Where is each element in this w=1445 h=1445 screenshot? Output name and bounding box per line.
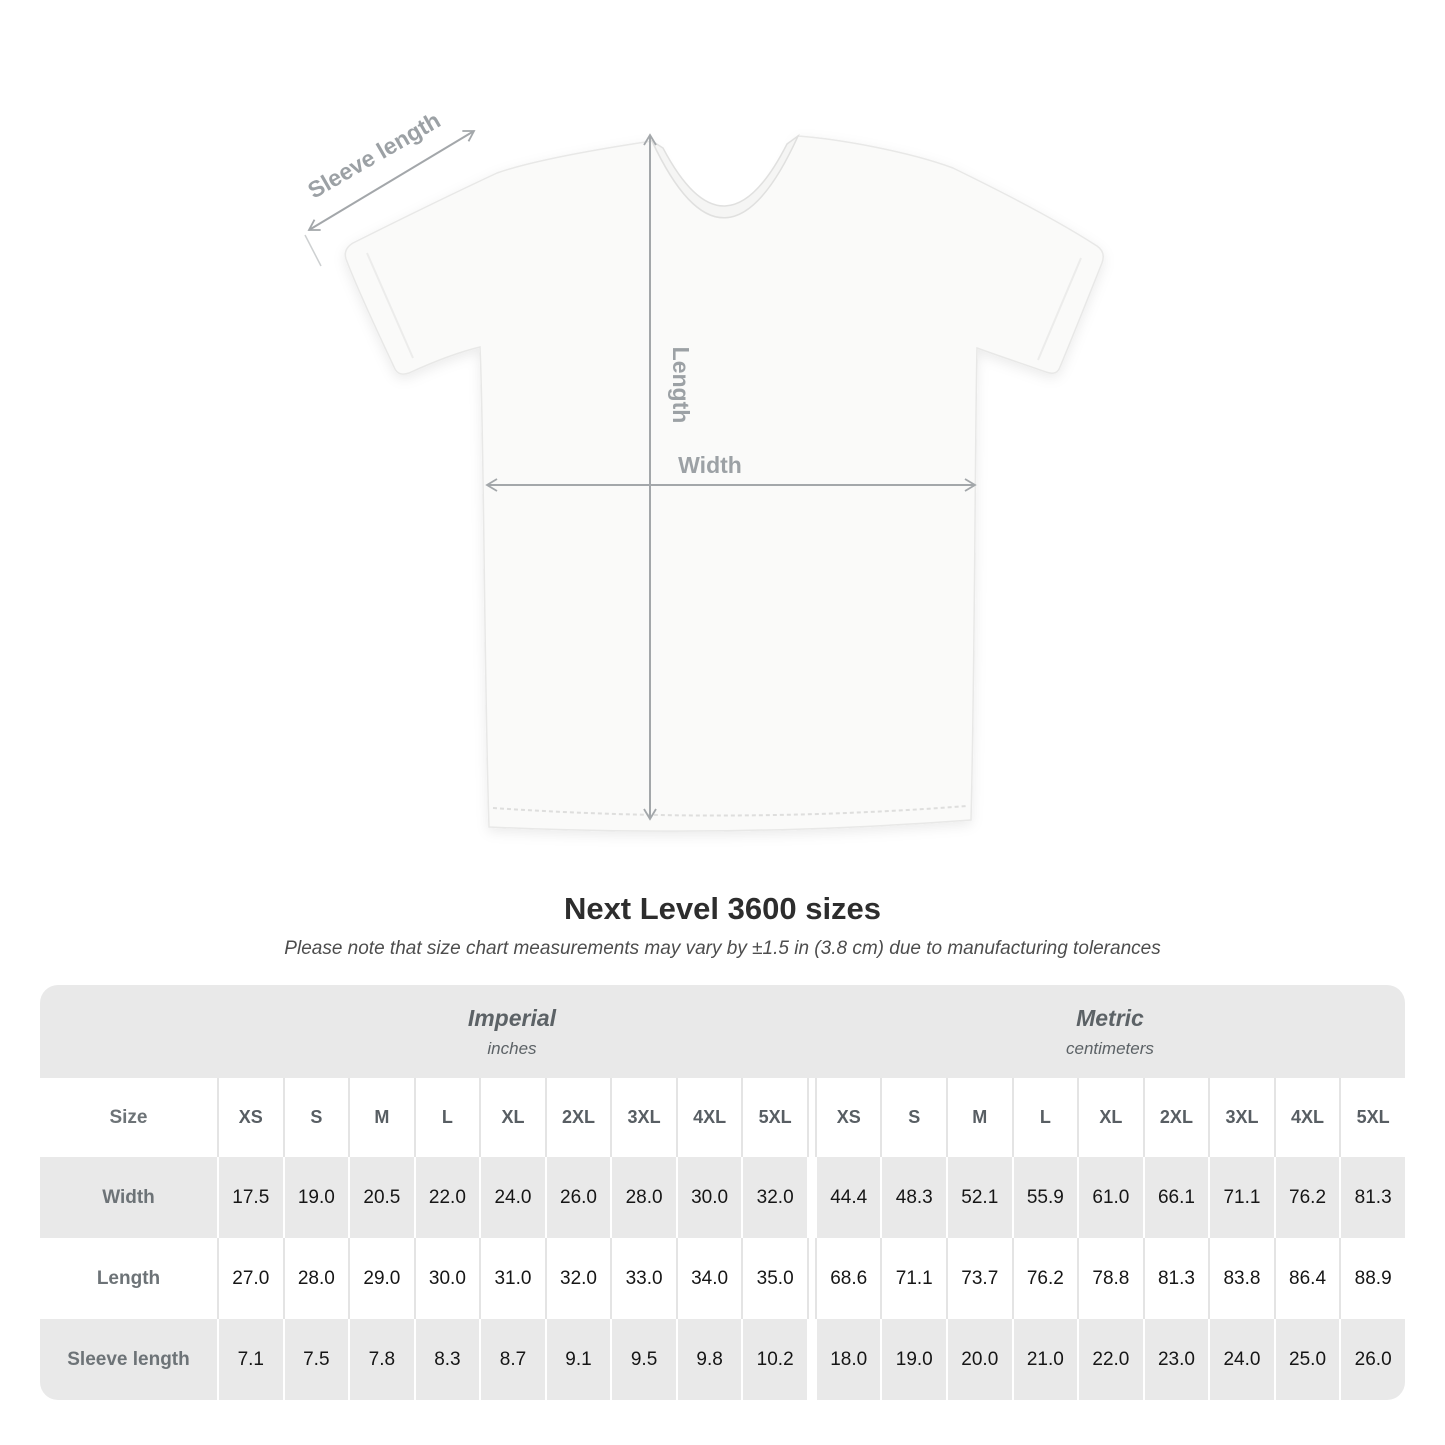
table-cell: 48.3: [880, 1157, 946, 1238]
column-header: M: [946, 1078, 1012, 1157]
column-header: XL: [1077, 1078, 1143, 1157]
table-cell: 55.9: [1012, 1157, 1078, 1238]
table-cell: 32.0: [741, 1157, 807, 1238]
column-header: L: [1012, 1078, 1078, 1157]
table-cell: 19.0: [283, 1157, 349, 1238]
table-cell: 9.1: [545, 1319, 611, 1400]
table-cell: 35.0: [741, 1238, 807, 1319]
row-label: Sleeve length: [40, 1319, 217, 1400]
table-cell: 76.2: [1274, 1157, 1340, 1238]
column-header: 5XL: [741, 1078, 807, 1157]
section-divider: [807, 1238, 815, 1319]
section-divider: [807, 1157, 815, 1238]
table-cell: 24.0: [1208, 1319, 1274, 1400]
table-cell: 23.0: [1143, 1319, 1209, 1400]
column-header: 3XL: [610, 1078, 676, 1157]
table-cell: 28.0: [610, 1157, 676, 1238]
column-header: XS: [815, 1078, 881, 1157]
table-cell: 27.0: [217, 1238, 283, 1319]
column-header: 4XL: [676, 1078, 742, 1157]
imperial-unit: inches: [487, 1038, 537, 1058]
table-cell: 76.2: [1012, 1238, 1078, 1319]
width-label: Width: [678, 452, 742, 478]
size-table-container: [40, 985, 1405, 1400]
metric-section-header: [815, 985, 1405, 1078]
table-cell: 81.3: [1339, 1157, 1405, 1238]
table-cell: 26.0: [545, 1157, 611, 1238]
sleeve-length-label: Sleeve length: [303, 106, 445, 204]
table-cell: 81.3: [1143, 1238, 1209, 1319]
row-label: Length: [40, 1238, 217, 1319]
table-cell: 33.0: [610, 1238, 676, 1319]
column-header: 4XL: [1274, 1078, 1340, 1157]
table-cell: 18.0: [815, 1319, 881, 1400]
row-header-size: Size: [40, 1078, 217, 1157]
length-label: Length: [668, 346, 694, 424]
column-header-row: [40, 1078, 1405, 1157]
table-cell: 30.0: [414, 1238, 480, 1319]
table-cell: 24.0: [479, 1157, 545, 1238]
corner-cell: [40, 985, 217, 1078]
table-cell: 71.1: [880, 1238, 946, 1319]
column-header: XL: [479, 1078, 545, 1157]
imperial-section-header: [217, 985, 807, 1078]
table-cell: 71.1: [1208, 1157, 1274, 1238]
units-header-row: [40, 985, 1405, 1078]
table-cell: 21.0: [1012, 1319, 1078, 1400]
column-header: L: [414, 1078, 480, 1157]
column-header: XS: [217, 1078, 283, 1157]
table-cell: 9.8: [676, 1319, 742, 1400]
table-cell: 8.7: [479, 1319, 545, 1400]
table-cell: 19.0: [880, 1319, 946, 1400]
section-divider: [807, 1078, 815, 1157]
table-cell: 73.7: [946, 1238, 1012, 1319]
table-cell: 34.0: [676, 1238, 742, 1319]
table-cell: 86.4: [1274, 1238, 1340, 1319]
table-cell: 7.1: [217, 1319, 283, 1400]
sleeve-extension-line: [305, 235, 321, 266]
table-cell: 83.8: [1208, 1238, 1274, 1319]
table-row-sleeve-length: [40, 1319, 1405, 1400]
table-cell: 20.0: [946, 1319, 1012, 1400]
section-divider: [807, 1319, 815, 1400]
table-cell: 22.0: [1077, 1319, 1143, 1400]
metric-unit: centimeters: [1066, 1038, 1154, 1058]
table-cell: 32.0: [545, 1238, 611, 1319]
table-cell: 22.0: [414, 1157, 480, 1238]
column-header: S: [283, 1078, 349, 1157]
column-header: 3XL: [1208, 1078, 1274, 1157]
tolerance-note: Please note that size chart measurements may vary by ±1.5 in (3.8 cm) due to manufacturing tolerances: [284, 938, 1161, 959]
imperial-label: Imperial: [467, 1004, 557, 1031]
table-cell: 52.1: [946, 1157, 1012, 1238]
size-table: [40, 985, 1405, 1400]
table-cell: 7.8: [348, 1319, 414, 1400]
table-row-width: [40, 1157, 1405, 1238]
table-cell: 25.0: [1274, 1319, 1340, 1400]
column-header: 5XL: [1339, 1078, 1405, 1157]
table-cell: 78.8: [1077, 1238, 1143, 1319]
table-cell: 26.0: [1339, 1319, 1405, 1400]
tshirt-graphic: [345, 136, 1103, 831]
table-cell: 10.2: [741, 1319, 807, 1400]
section-divider: [807, 985, 815, 1078]
table-cell: 31.0: [479, 1238, 545, 1319]
metric-label: Metric: [1076, 1004, 1144, 1031]
table-cell: 20.5: [348, 1157, 414, 1238]
table-cell: 29.0: [348, 1238, 414, 1319]
table-cell: 28.0: [283, 1238, 349, 1319]
table-cell: 66.1: [1143, 1157, 1209, 1238]
table-cell: 7.5: [283, 1319, 349, 1400]
column-header: S: [880, 1078, 946, 1157]
table-row-length: [40, 1238, 1405, 1319]
column-header: 2XL: [1143, 1078, 1209, 1157]
table-cell: 44.4: [815, 1157, 881, 1238]
table-cell: 9.5: [610, 1319, 676, 1400]
column-header: 2XL: [545, 1078, 611, 1157]
table-cell: 30.0: [676, 1157, 742, 1238]
table-cell: 8.3: [414, 1319, 480, 1400]
table-cell: 17.5: [217, 1157, 283, 1238]
page-title: Next Level 3600 sizes: [563, 891, 882, 926]
table-cell: 61.0: [1077, 1157, 1143, 1238]
table-cell: 68.6: [815, 1238, 881, 1319]
column-header: M: [348, 1078, 414, 1157]
row-label: Width: [40, 1157, 217, 1238]
table-cell: 88.9: [1339, 1238, 1405, 1319]
